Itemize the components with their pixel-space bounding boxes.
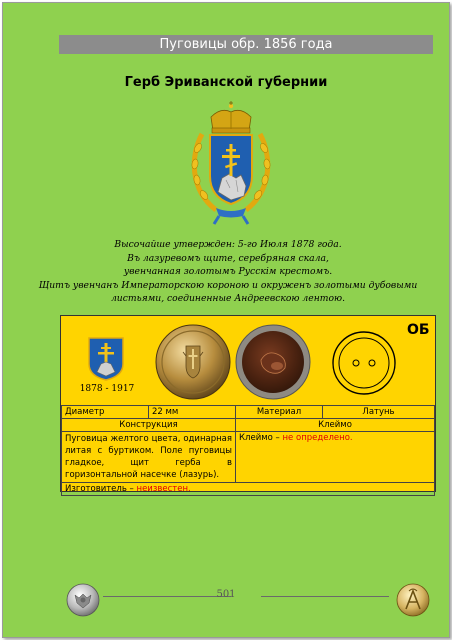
mini-coat-of-arms-icon	[87, 336, 125, 382]
button-back-image	[233, 322, 313, 402]
mark-label: Клеймо	[236, 419, 435, 432]
page-header: Пуговицы обр. 1856 года	[59, 35, 433, 54]
table-row	[62, 419, 435, 432]
material-value: Латунь	[323, 406, 435, 419]
table-row	[62, 406, 435, 419]
table-row	[62, 432, 435, 483]
page-number: 501	[216, 589, 236, 600]
years-label: 1878 - 1917	[79, 384, 135, 394]
coat-of-arms-description	[23, 238, 433, 306]
construction-label: Конструкция	[62, 419, 236, 432]
description-line: Высочайше утвержден: 5-го Июля 1878 года.	[114, 239, 342, 250]
maker-value: неизвестен.	[136, 484, 191, 494]
description-line: Въ лазуревомъ щите, серебряная скала,	[127, 252, 329, 264]
diameter-label: Диаметр	[62, 406, 149, 419]
coat-of-arms-title: Герб Эриванской губернии	[124, 75, 328, 90]
mark-text-value: не определено.	[282, 433, 353, 443]
eagle-coin-icon	[66, 583, 100, 617]
maker-label: Изготовитель –	[65, 484, 134, 494]
button-scheme-diagram	[331, 330, 397, 396]
coat-of-arms-image	[186, 98, 276, 228]
maker-cell	[62, 483, 435, 496]
mark-description	[236, 432, 435, 483]
button-card	[60, 315, 436, 492]
specs-table	[61, 405, 435, 496]
page	[2, 2, 450, 638]
button-code: ОБ	[407, 322, 430, 338]
construction-description: Пуговица желтого цвета, одинарная литая с буртиком. Поле пуговицы гладкое, щит герба в горизонтальной насечке (лазурь).	[62, 432, 236, 483]
description-line: листьями, соединенные Андреевскою лентою.	[110, 293, 346, 304]
material-label: Материал	[236, 406, 323, 419]
diameter-value: 22 мм	[149, 406, 236, 419]
button-front-image	[153, 322, 233, 402]
table-row	[62, 483, 435, 496]
monogram-coin-icon	[396, 583, 430, 617]
mark-text-label: Клеймо –	[239, 433, 280, 443]
description-line: увенчанная золотымъ Русскiм крестомъ.	[123, 266, 333, 277]
description-line: Щитъ увенчанъ Императорскою короною и окруженъ золотыми дубовыми	[38, 279, 418, 291]
